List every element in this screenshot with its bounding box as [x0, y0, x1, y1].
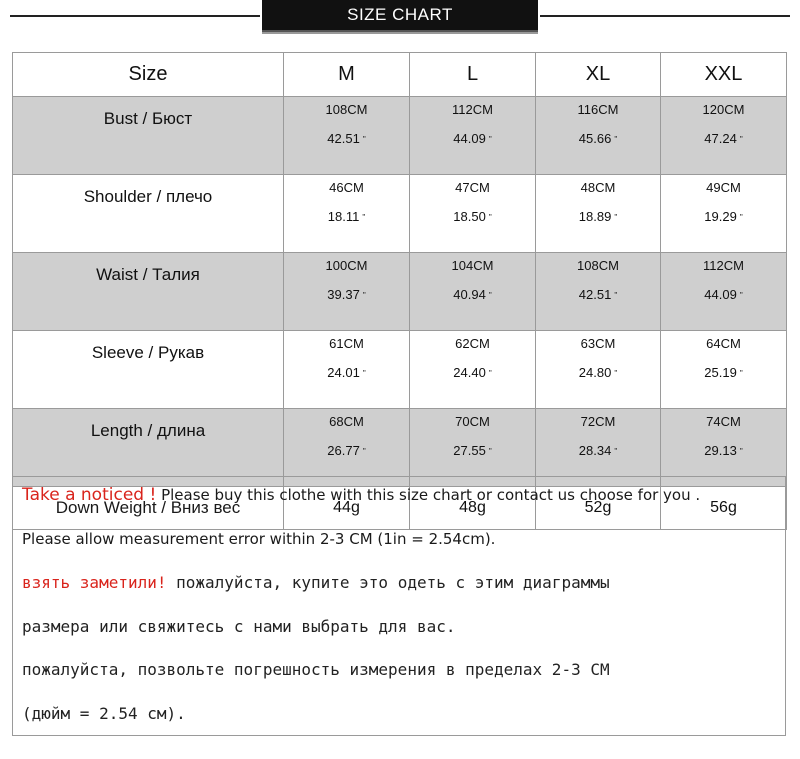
table-cell: 112CM 44.09 " [410, 97, 536, 175]
row-label: Shoulder / плечо [13, 175, 284, 253]
table-cell: 72CM 28.34 " [536, 409, 661, 487]
notice-warning-en: Take a noticed ! [22, 485, 157, 505]
table-cell: 56g [661, 487, 787, 530]
table-cell: 74CM 29.13 " [661, 409, 787, 487]
table-cell: 61CM 24.01 " [284, 331, 410, 409]
table-cell: 48CM 18.89 " [536, 175, 661, 253]
notice-line-4: размера или свяжитесь с нами выбрать для вас. [22, 617, 456, 636]
table-row-length [13, 409, 787, 487]
notice-line-5: пожалуйста, позвольте погрешность измерения в пределах 2-3 СМ [22, 660, 610, 679]
column-header-xxl: XXL [661, 53, 787, 97]
size-table [12, 52, 787, 530]
table-row-shoulder [13, 175, 787, 253]
table-row-waist [13, 253, 787, 331]
table-cell: 46CM 18.11 " [284, 175, 410, 253]
table-cell: 120CM 47.24 " [661, 97, 787, 175]
column-header-xl: XL [536, 53, 661, 97]
row-label: Waist / Талия [13, 253, 284, 331]
column-header-l: L [410, 53, 536, 97]
notice-box [12, 476, 786, 736]
header-divider-right [540, 15, 790, 17]
table-cell: 108CM 42.51 " [536, 253, 661, 331]
size-chart-header [0, 0, 800, 34]
notice-line-3: взять заметили! пожалуйста, купите это одеть с этим диаграммы [22, 573, 610, 592]
table-cell: 52g [536, 487, 661, 530]
column-header-size: Size [13, 53, 284, 97]
row-label: Down Weight / Вниз вес [13, 487, 284, 530]
table-cell: 62CM 24.40 " [410, 331, 536, 409]
table-cell: 48g [410, 487, 536, 530]
table-cell: 108CM 42.51 " [284, 97, 410, 175]
table-cell: 116CM 45.66 " [536, 97, 661, 175]
table-cell: 104CM 40.94 " [410, 253, 536, 331]
page-title: SIZE CHART [347, 5, 453, 24]
notice-line-1: Take a noticed ! Please buy this clothe with this size chart or contact us choose for you . [22, 485, 701, 505]
table-cell: 64CM 25.19 " [661, 331, 787, 409]
table-cell: 70CM 27.55 " [410, 409, 536, 487]
row-label: Length / длина [13, 409, 284, 487]
column-header-m: M [284, 53, 410, 97]
table-cell: 44g [284, 487, 410, 530]
notice-line-2: Please allow measurement error within 2-3 CM (1in = 2.54cm). [22, 530, 496, 548]
row-label: Sleeve / Рукав [13, 331, 284, 409]
table-cell: 100CM 39.37 " [284, 253, 410, 331]
row-label: Bust / Бюст [13, 97, 284, 175]
table-header-row [13, 53, 787, 97]
table-cell: 47CM 18.50 " [410, 175, 536, 253]
notice-warning-ru: взять заметили! [22, 573, 167, 592]
table-row-sleeve [13, 331, 787, 409]
table-cell: 49CM 19.29 " [661, 175, 787, 253]
table-row-bust [13, 97, 787, 175]
notice-line-6: (дюйм = 2.54 см). [22, 704, 186, 723]
header-divider-left [10, 15, 260, 17]
table-cell: 112CM 44.09 " [661, 253, 787, 331]
table-cell: 68CM 26.77 " [284, 409, 410, 487]
table-cell: 63CM 24.80 " [536, 331, 661, 409]
